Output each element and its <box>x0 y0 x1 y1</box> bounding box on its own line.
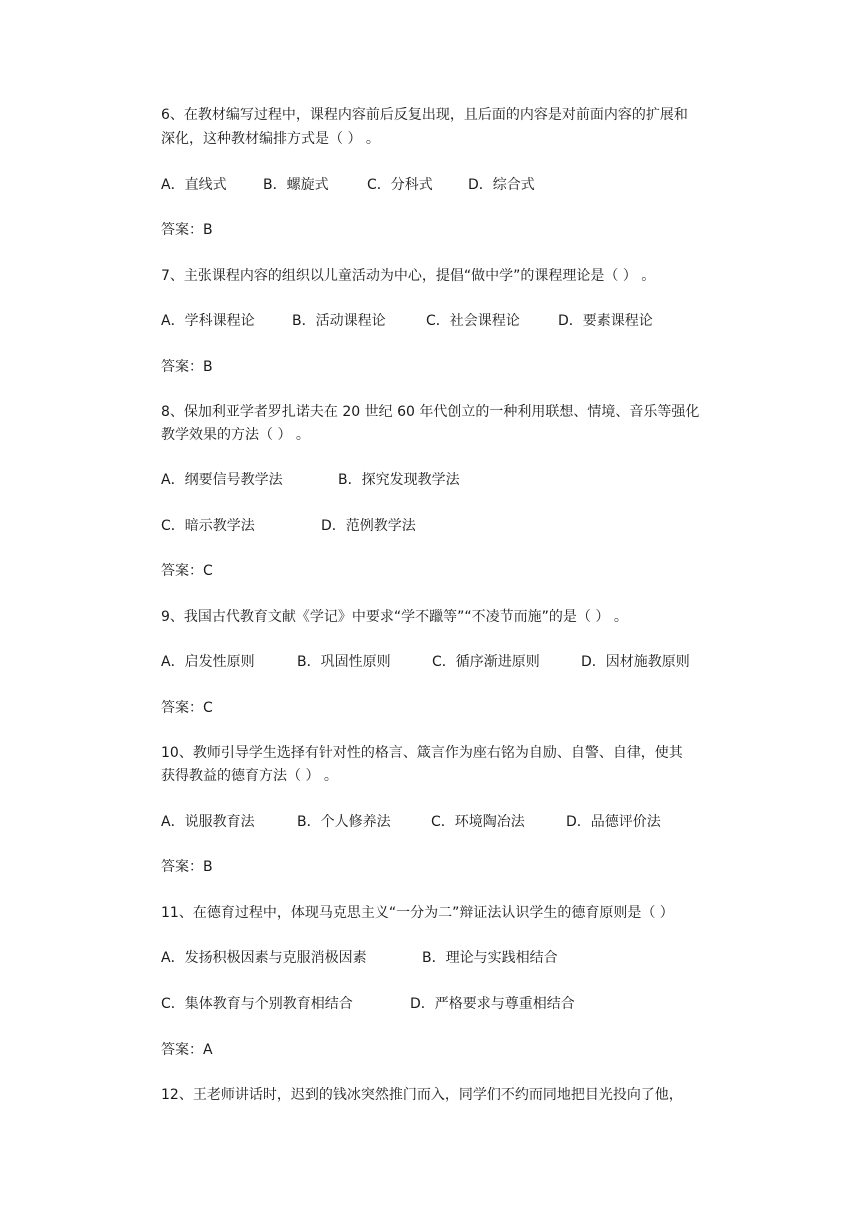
question-9-answer: 答案：C <box>161 700 213 716</box>
question-10-options <box>161 812 661 832</box>
question-7-answer: 答案：B <box>161 359 213 375</box>
option-b: B．探究发现教学法 <box>338 472 460 488</box>
option-a: A．发扬积极因素与克服消极因素 <box>161 950 367 966</box>
option-d: D．严格要求与尊重相结合 <box>410 996 575 1012</box>
option-b: B．活动课程论 <box>292 313 386 329</box>
option-d: D．品德评价法 <box>566 814 661 830</box>
option-d: D．因材施教原则 <box>581 654 690 670</box>
question-11-stem-line-1: 11、在德育过程中，体现马克思主义“一分为二”辩证法认识学生的德育原则是（ ） <box>161 905 674 921</box>
option-b: B．螺旋式 <box>263 177 329 193</box>
option-c: C．集体教育与个别教育相结合 <box>161 996 353 1012</box>
option-a: A．纲要信号教学法 <box>161 472 283 488</box>
option-d: D．范例教学法 <box>321 518 416 534</box>
option-c: C．暗示教学法 <box>161 518 255 534</box>
question-8-options-row-1 <box>161 470 460 490</box>
question-6-options <box>161 175 535 195</box>
option-a: A．直线式 <box>161 177 227 193</box>
question-8-stem-line-1: 8、保加利亚学者罗扎诺夫在 20 世纪 60 年代创立的一种利用联想、情境、音乐等强化 <box>161 404 700 420</box>
option-c: C．循序渐进原则 <box>432 654 540 670</box>
question-7-stem-line-1: 7、主张课程内容的组织以儿童活动为中心，提倡“做中学”的课程理论是（ ） 。 <box>161 268 656 284</box>
option-c: C．分科式 <box>367 177 433 193</box>
question-12-stem-line-1: 12、王老师讲话时，迟到的钱冰突然推门而入，同学们不约而同地把目光投向了他， <box>161 1087 683 1103</box>
option-a: A．学科课程论 <box>161 313 255 329</box>
question-10-answer: 答案：B <box>161 859 213 875</box>
question-7-options <box>161 311 653 331</box>
question-11-options-row-1 <box>161 948 558 968</box>
question-10-stem-line-1: 10、教师引导学生选择有针对性的格言、箴言作为座右铭为自励、自警、自律，使其 <box>161 745 683 761</box>
option-b: B．巩固性原则 <box>297 654 391 670</box>
option-a: A．说服教育法 <box>161 814 255 830</box>
option-b: B．个人修养法 <box>297 814 391 830</box>
question-8-answer: 答案：C <box>161 563 213 579</box>
question-6-stem-line-1: 6、在教材编写过程中，课程内容前后反复出现，且后面的内容是对前面内容的扩展和 <box>161 107 688 123</box>
question-8-options-row-2 <box>161 516 416 536</box>
question-9-stem-line-1: 9、我国古代教育文献《学记》中要求“学不躐等”“不凌节而施”的是（ ） 。 <box>161 609 628 625</box>
question-11-options-row-2 <box>161 994 575 1014</box>
option-c: C．环境陶冶法 <box>431 814 525 830</box>
question-8-stem-line-2: 教学效果的方法（ ） 。 <box>161 427 310 443</box>
question-6-stem-line-2: 深化，这种教材编排方式是（ ） 。 <box>161 131 380 147</box>
option-b: B．理论与实践相结合 <box>422 950 558 966</box>
question-9-options <box>161 652 690 672</box>
option-c: C．社会课程论 <box>426 313 520 329</box>
option-d: D．综合式 <box>468 177 535 193</box>
option-d: D．要素课程论 <box>558 313 653 329</box>
option-a: A．启发性原则 <box>161 654 255 670</box>
question-10-stem-line-2: 获得教益的德育方法（ ） 。 <box>161 768 338 784</box>
question-11-answer: 答案：A <box>161 1042 213 1058</box>
question-6-answer: 答案：B <box>161 222 213 238</box>
